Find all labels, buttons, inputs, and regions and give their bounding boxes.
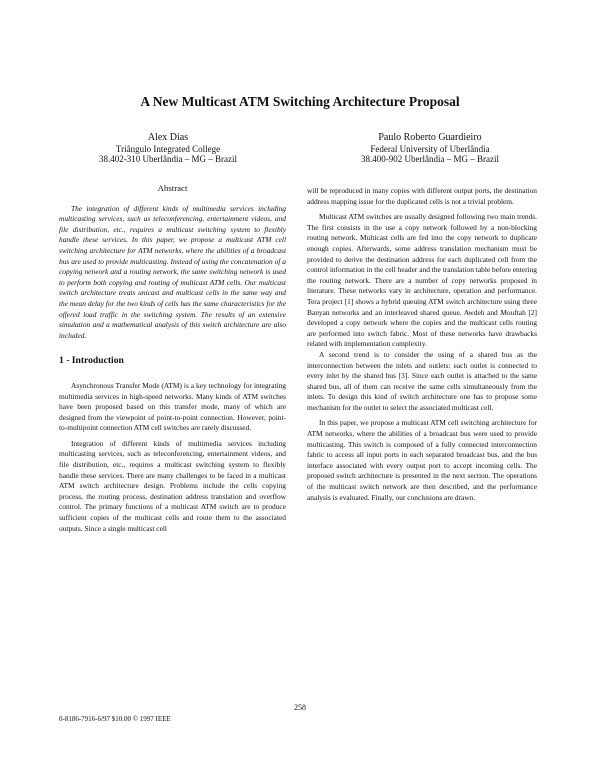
paragraph: In this paper, we propose a multicast ATM cell switching architecture for ATM networks, where the abilities of a broadcast bus were used to provide multicasting. This switch is composed of a fully connected interconnection fabric to access all input ports in each separated broadcast bus, and the bus interface associated with every output port to accept incoming cells. The proposed switch architecture is presented in the next section. The operations of the multicast switch network are then described, and the performance analysis is evaluated. Finally, our conclusions are drawn. <box>307 418 537 502</box>
author-name: Paulo Roberto Guardieiro <box>378 132 482 143</box>
paragraph: Asynchronous Transfer Mode (ATM) is a key technology for integrating multimedia services in high-speed networks. Many kinds of ATM switches have been proposed based on this transfer mode, many of which are designed from the viewpoint of point-to-point connection. However, point-to-multipoint connection ATM cell switches are rarely discussed. <box>59 380 286 433</box>
right-column <box>307 186 537 503</box>
paragraph: will be reproduced in many copies with different output ports, the destination address mapping issue for the duplicated cells is not a trivial problem. <box>307 186 537 206</box>
author-address: 38.400-902 Uberlândia – MG – Brazil <box>361 154 499 164</box>
paragraph: A second trend is to consider the using of a shared bus as the interconnection between the inlets and outlets: each outlet is connected to every inlet by the shared bus [3]. Since each outlet is attached to the same shared bus, all of them can receive the same cells simultaneously from the inlets. To design this kind of switch architecture one has to propose some mechanism for the outlet to select the associated multicast cell. <box>307 349 537 412</box>
page-number: 258 <box>294 703 306 712</box>
abstract-text: The integration of different kinds of multimedia services including multicasting services, such as teleconferencing, entertainment videos, and file distribution, etc., requires a multicast switching system to flexibly handle these services. In this paper, we propose a multicast ATM cell switching architecture for ATM networks, where the abilities of a broadcast bus are used to provide multicasting. Instead of using the concatenation of a copying network and a routing network, the same switching network is used to perform both copying and routing of multicast ATM cells. Our multicast switch architecture treats unicast and multicast cells in the same way and the mean delay for the two kinds of cells has the same characteristics for the offered load traffic in the switching system. The results of an extensive simulation and a mathematical analysis of this switch architecture are also included. <box>59 203 286 340</box>
paragraph: Multicast ATM switches are usually designed following two main trends. The first consists in the use a copy network followed by a non-blocking routing network. Multicast cells are fed into the copy network to duplicate enough copies. Afterwards, some address translation mechanism must be provided to derive the destination address for each duplicated cell from the control information in the cell header and the translation table before entering the routing network. There are a number of copy networks proposed in literature. These networks vary in architecture, operation and performance. Tera project [1] shows a hybrid queuing ATM switch architecture using three Banyan networks and an interleaved shared queue. Awdeh and Mouftah [2] developed a copy network where the copies and the multicast cells routing are performed into switch fabric. Most of these networks have drawbacks related with implementation complexity. <box>307 212 537 349</box>
section-heading: 1 - Introduction <box>59 355 124 367</box>
author-block-2 <box>330 133 530 165</box>
copyright-footer: 0-8186-7916-6/97 $10.00 © 1997 IEEE <box>59 715 171 723</box>
author-affiliation: Triângulo Integrated College <box>115 143 221 154</box>
left-column <box>59 183 286 534</box>
author-block-1 <box>78 133 258 165</box>
author-address: 38.402-310 Uberlândia – MG – Brazil <box>99 154 237 164</box>
author-affiliation: Federal University of Uberlândia <box>370 143 490 154</box>
paper-title: A New Multicast ATM Switching Architecture Proposal <box>140 94 460 109</box>
abstract-heading: Abstract <box>157 183 188 193</box>
author-name: Alex Dias <box>147 132 189 143</box>
paragraph: Integration of different kinds of multimedia services including multicasting services, such as teleconferencing, entertainment videos, and file distribution, etc., requires a multicast switching system to flexibly handle these services. There are many challenges to be faced in a multicast ATM switch architecture design. Problems include the cells copying process, the routing process, destination address translation and overflow control. The primary functions of a multicast ATM switch are to produce sufficient copies of the multicast cells and route them to the associated outputs. Since a single multicast cell <box>59 438 286 533</box>
